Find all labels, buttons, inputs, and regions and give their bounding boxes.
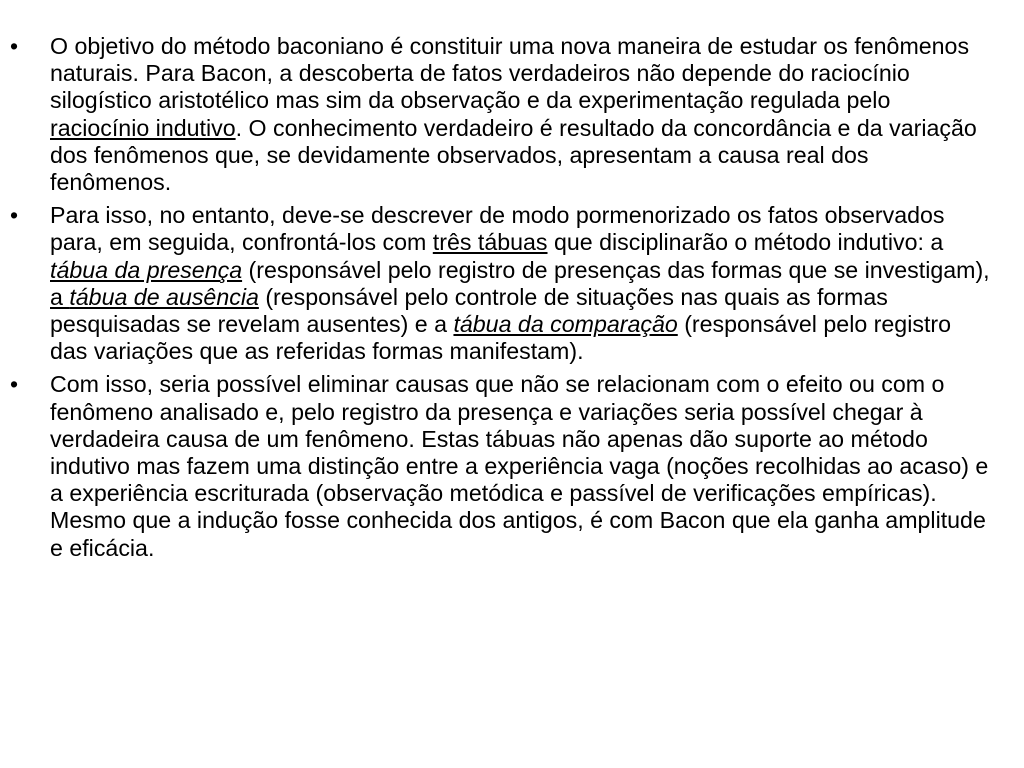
term-tabua-de-ausencia: tábua de ausência [69, 283, 259, 310]
bullet-list [0, 33, 1024, 568]
term-tabua-da-comparacao: tábua da comparação [453, 311, 678, 338]
term-article-a: a [50, 283, 70, 310]
bullet-1-text: O objetivo do método baconiano é constituir uma nova maneira de estudar os fenômenos naturais. Para Bacon, a descoberta de fatos verdadeiros não depende do raciocínio silogístico aristotélico mas sim da observação e da experimentação regulada pelo [50, 33, 970, 114]
bullet-2-text-d: (responsável pelo controle de situações nas quais as formas pesquisadas se revelam ausentes) e a [50, 283, 888, 338]
bullet-item-2 [0, 202, 1024, 365]
bullet-1-text-end: . O conhecimento verdadeiro é resultado da concordância e da variação dos fenômenos que, se devidamente observados, apresentam a causa real dos fenômenos. [50, 114, 977, 196]
bullet-3-text: Com isso, seria possível eliminar causas que não se relacionam com o efeito ou com o fenômeno analisado e, pelo registro da presença e variações seria possível chegar à verdadeira causa de um fenômeno. Estas tábuas não apenas dão suporte ao método indutivo mas fazem uma distinção entre a experiência vaga (noções recolhidas ao acaso) e a experiência escriturada (observação metódica e passível de verificações empíricas). Mesmo que a indução fosse conhecida dos antigos, é com Bacon que ela ganha amplitude e eficácia. [50, 371, 989, 561]
bullet-2-text-b: que disciplinarão o método indutivo: a [547, 229, 944, 256]
bullet-item-1 [0, 33, 1024, 196]
bullet-dot-icon: • [10, 202, 19, 229]
bullet-2-text-c: (responsável pelo registro de presenças das formas que se investigam), [242, 256, 990, 283]
term-tabua-da-presenca: tábua da presença [50, 256, 243, 283]
bullet-2-text-e: (responsável pelo registro das variações que as referidas formas manifestam). [50, 311, 951, 365]
term-raciocinio-indutivo: raciocínio indutivo [50, 114, 236, 141]
bullet-2-text: Para isso, no entanto, deve-se descrever de modo pormenorizado os fatos observados para, em seguida, confrontá-los com [50, 202, 945, 256]
bullet-dot-icon: • [10, 33, 19, 59]
bullet-item-3 [0, 371, 1024, 561]
term-tres-tabuas: três tábuas [432, 229, 548, 256]
bullet-dot-icon: • [10, 371, 19, 398]
